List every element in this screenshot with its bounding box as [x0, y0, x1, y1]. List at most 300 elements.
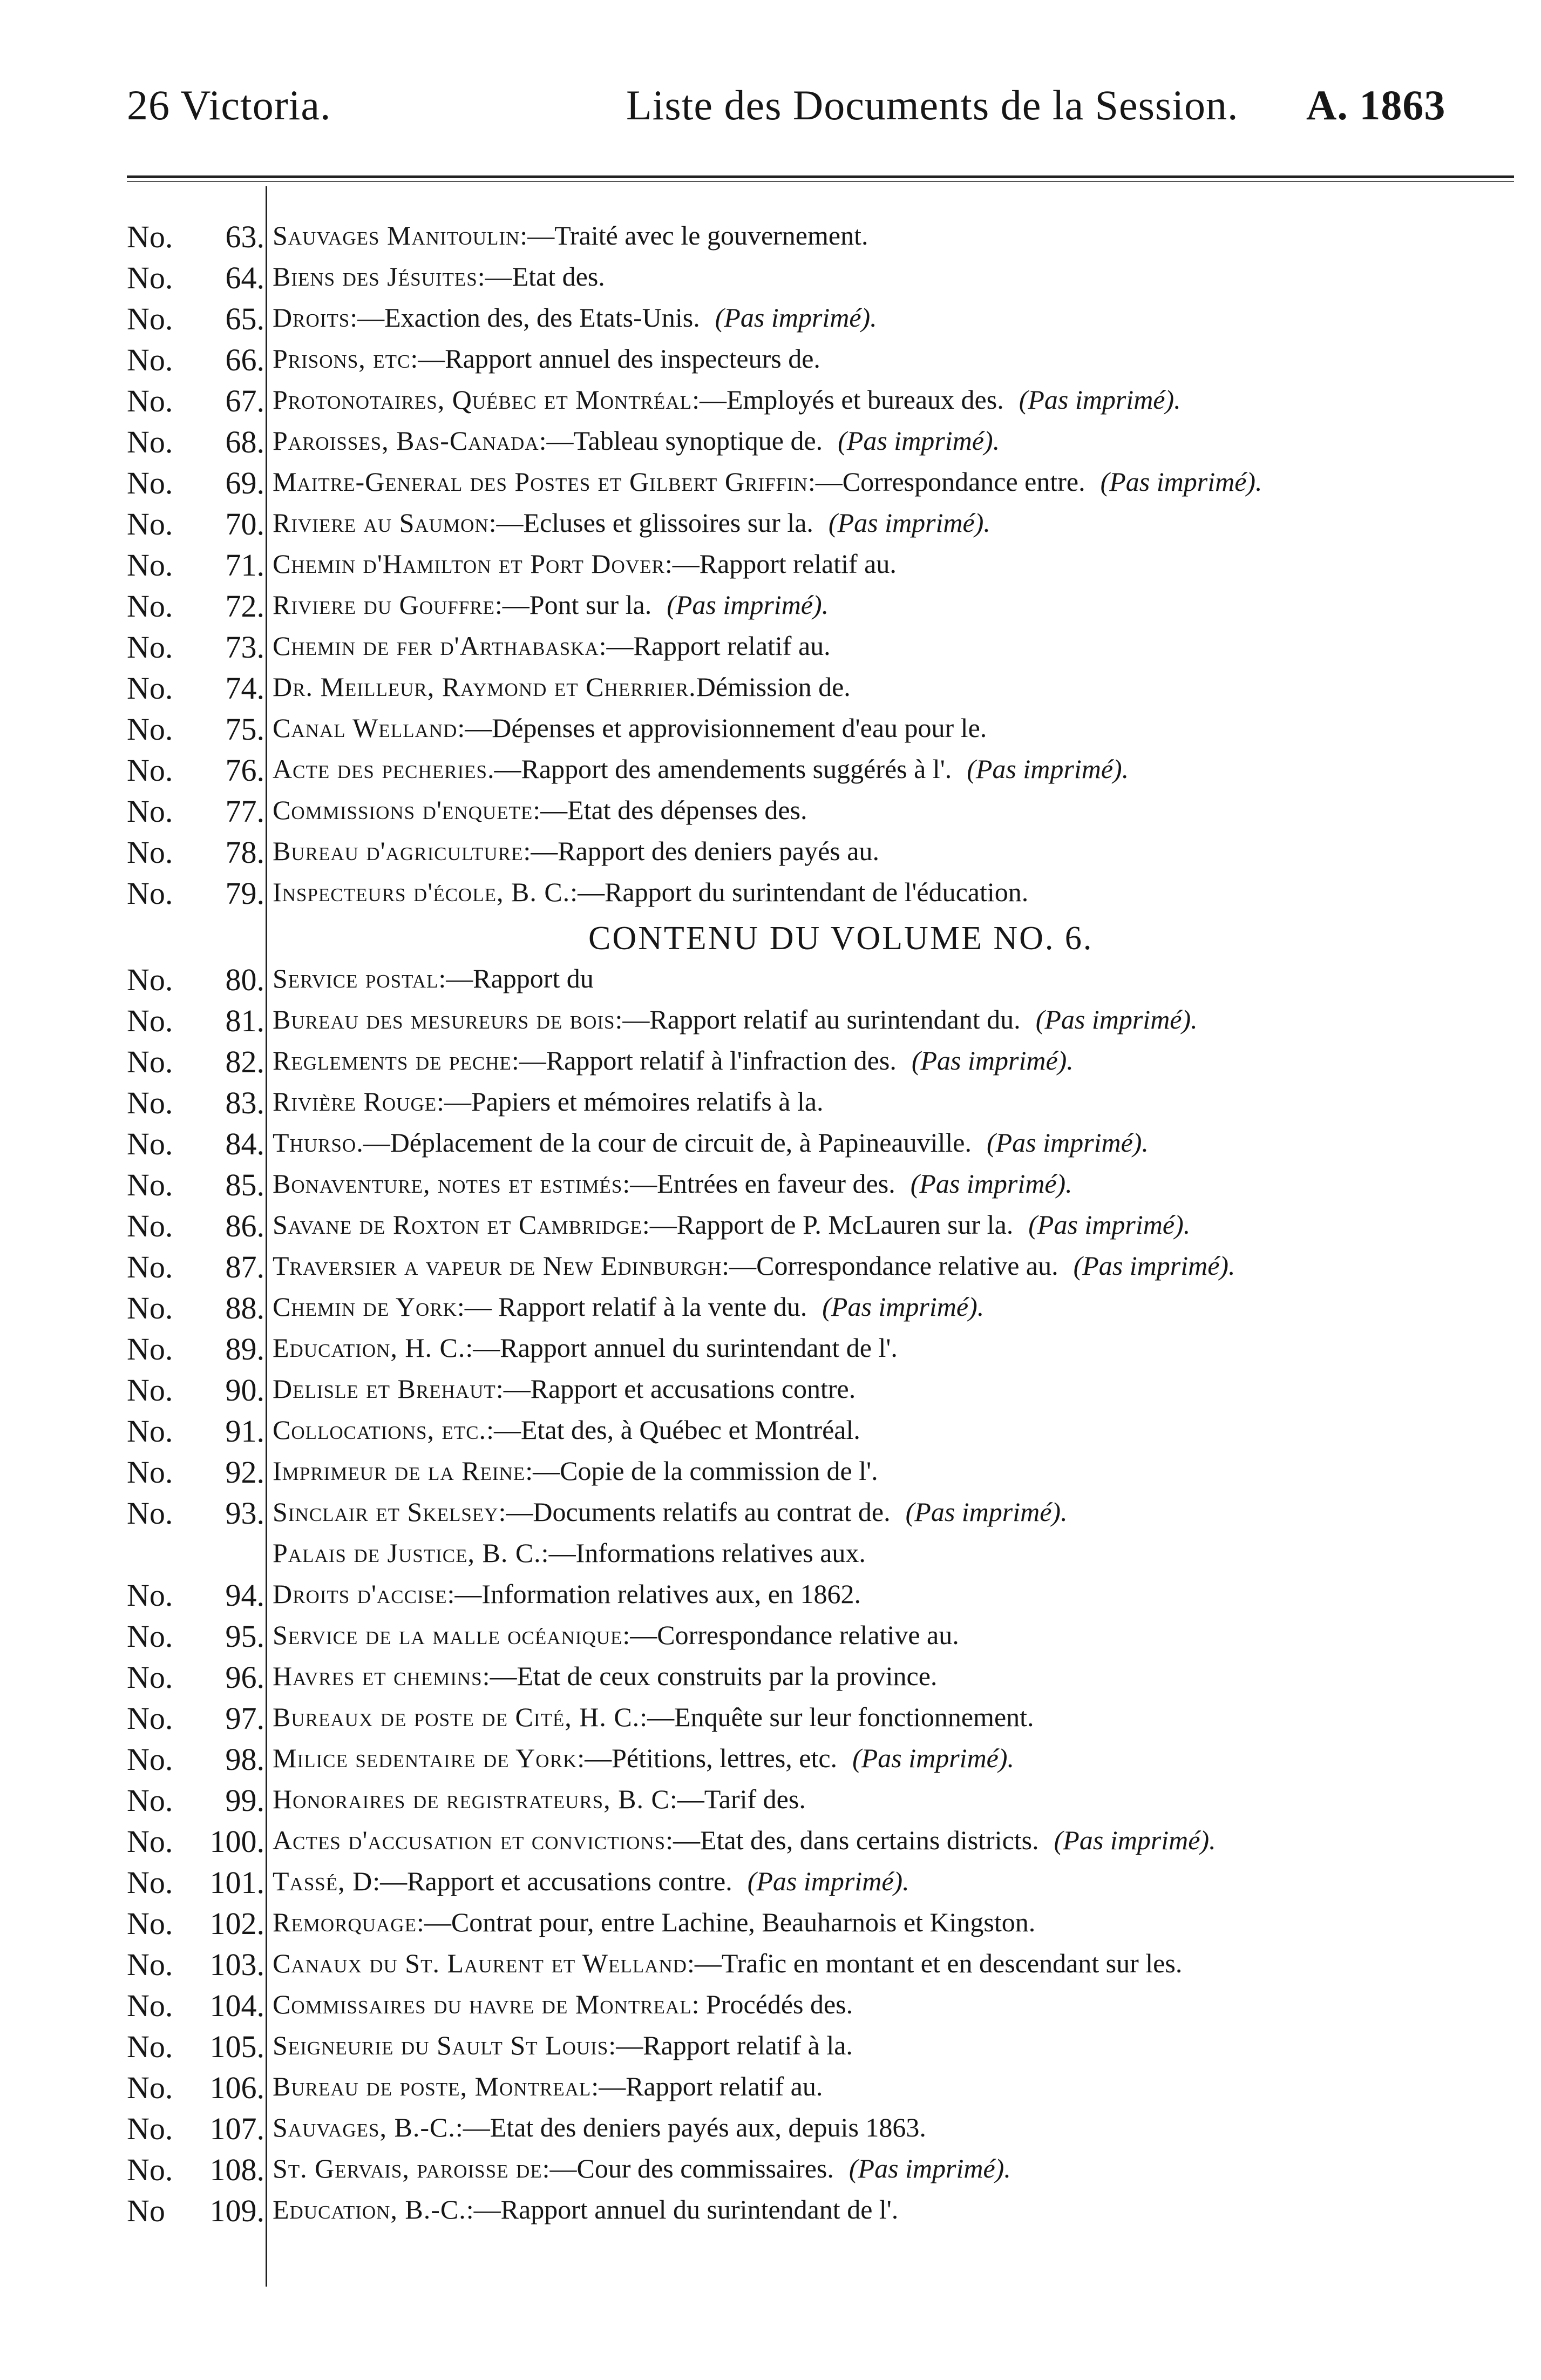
- entry-text: :—Rapport relatif au.: [664, 549, 897, 579]
- list-item: [0, 547, 1541, 588]
- list-item: [0, 1085, 1541, 1126]
- entry-subject: Sinclair et Skelsey: [273, 1497, 499, 1527]
- list-item: [0, 1905, 1541, 1946]
- entry-no-value: 67.: [225, 383, 264, 418]
- header-rule: [127, 175, 1514, 178]
- entry-text: .—Déplacement de la cour de circuit de, à Papineauville.: [356, 1127, 972, 1158]
- entry-text: :—Rapport relatif au.: [599, 631, 831, 661]
- list-item: [0, 1208, 1541, 1249]
- entry-text: :—Rapport annuel des inspecteurs de.: [410, 343, 820, 374]
- entry-no-value: 70.: [225, 506, 264, 542]
- list-item: [0, 219, 1541, 260]
- header-left: 26 Victoria.: [127, 82, 331, 129]
- header-right: A. 1863: [1306, 82, 1446, 129]
- entry-description: [273, 1865, 909, 1897]
- list-item: [0, 1782, 1541, 1823]
- entry-no-value: 93.: [225, 1496, 264, 1531]
- entry-description: [273, 220, 883, 251]
- entry-no-value: 69.: [225, 465, 264, 501]
- entry-text: :—Entrées en faveur des.: [622, 1168, 895, 1199]
- entry-description: [273, 1824, 1216, 1856]
- entry-description: [273, 1906, 1050, 1938]
- entry-no-label: No.: [127, 219, 173, 254]
- entry-no-label: No.: [127, 1044, 173, 1079]
- entry-description: [273, 1948, 1197, 1979]
- entry-description: [273, 1414, 875, 1445]
- entry-subject: Prisons, etc: [273, 343, 411, 374]
- entry-no-value: 100.: [209, 1824, 264, 1859]
- entry-description: [273, 1660, 952, 1692]
- entry-subject: Palais de Justice, B. C.: [273, 1538, 541, 1568]
- entry-no-value: 84.: [225, 1126, 264, 1161]
- entry-text: :—Correspondance relative au.: [622, 1620, 959, 1650]
- entry-subject: Canaux du St. Laurent et Welland: [273, 1948, 687, 1978]
- entry-subject: Droits: [273, 302, 350, 333]
- entry-note: (Pas imprimé).: [747, 1866, 909, 1896]
- entry-text: :—Rapport annuel du surintendant de l'.: [465, 1333, 898, 1363]
- entry-subject: Chemin de York: [273, 1292, 457, 1322]
- list-item: [0, 2193, 1541, 2234]
- entry-no-value: 78.: [225, 835, 264, 870]
- entry-text: :—Informations relatives aux.: [541, 1538, 866, 1568]
- entry-no-label: No.: [127, 1414, 173, 1449]
- list-item: [0, 711, 1541, 752]
- entry-text: : Procédés des.: [691, 1989, 853, 2019]
- entry-no-label: No.: [127, 1003, 173, 1038]
- entry-no-label: No.: [127, 1988, 173, 2023]
- list-item: [0, 670, 1541, 711]
- entries-group-a: [0, 219, 1541, 916]
- entry-no-label: No.: [127, 2152, 173, 2187]
- entry-subject: Thurso: [273, 1127, 357, 1158]
- entry-description: [273, 1004, 1198, 1035]
- entry-no-value: 105.: [209, 2029, 264, 2064]
- entry-no-label: No.: [127, 424, 173, 459]
- list-item: [0, 2070, 1541, 2111]
- entry-description: [273, 1332, 913, 1363]
- entry-subject: Reglements de peche: [273, 1045, 512, 1076]
- entry-no-value: 104.: [209, 1988, 264, 2023]
- entry-no-value: 64.: [225, 260, 264, 295]
- document-list: [0, 219, 1541, 2234]
- entry-subject: Riviere au Saumon: [273, 508, 489, 538]
- list-item: [0, 1044, 1541, 1085]
- list-item: [0, 1618, 1541, 1659]
- list-item: [0, 2111, 1541, 2152]
- entry-text: :—Rapport annuel du surintendant de l'.: [466, 2194, 899, 2225]
- entry-subject: Honoraires de registrateurs, B. C: [273, 1784, 670, 1814]
- entries-group-b: [0, 962, 1541, 2234]
- entry-subject: Bonaventure, notes et estimés: [273, 1168, 623, 1199]
- entry-text: :—Traité avec le gouvernement.: [520, 220, 868, 251]
- list-item: [0, 834, 1541, 875]
- entry-description: [273, 712, 1002, 743]
- entry-no-value: 82.: [225, 1044, 264, 1079]
- list-item: [0, 1536, 1541, 1577]
- list-item: [0, 342, 1541, 383]
- entry-no-label: No.: [127, 962, 173, 997]
- list-item: [0, 2029, 1541, 2070]
- entry-no-value: 94.: [225, 1578, 264, 1613]
- entry-no-label: No.: [127, 671, 173, 706]
- entry-no-label: No.: [127, 1126, 173, 1161]
- entry-subject: Riviere du Gouffre: [273, 590, 495, 620]
- entry-no-label: No.: [127, 2070, 173, 2105]
- entry-no-value: 103.: [209, 1947, 264, 1982]
- list-item: [0, 383, 1541, 424]
- list-item: [0, 1003, 1541, 1044]
- entry-subject: Rivière Rouge: [273, 1086, 437, 1117]
- entry-no-label: No.: [127, 465, 173, 501]
- entry-description: [273, 1086, 839, 1117]
- entry-no-value: 86.: [225, 1208, 264, 1243]
- entry-note: (Pas imprimé).: [910, 1168, 1072, 1199]
- entry-description: [273, 1455, 893, 1486]
- entry-subject: Remorquage: [273, 1907, 417, 1937]
- entry-note: (Pas imprimé).: [715, 302, 877, 333]
- entry-description: [273, 589, 829, 620]
- entry-text: :—Ecluses et glissoires sur la.: [488, 508, 813, 538]
- entry-no-label: No.: [127, 1496, 173, 1531]
- entry-no-value: 99.: [225, 1783, 264, 1818]
- entry-no-value: 81.: [225, 1003, 264, 1038]
- entry-no-label: No.: [127, 1249, 173, 1284]
- list-item: [0, 1659, 1541, 1700]
- entry-no-value: 71.: [225, 547, 264, 583]
- entry-text: :—Pont sur la.: [494, 590, 652, 620]
- entry-text: :—Employés et bureaux des.: [692, 384, 1004, 415]
- entry-no-value: 73.: [225, 630, 264, 665]
- entry-subject: Education, H. C.: [273, 1333, 466, 1363]
- entry-text: .—Rapport des amendements suggérés à l'.: [487, 754, 952, 784]
- entry-no-label: No.: [127, 589, 173, 624]
- entry-note: (Pas imprimé).: [848, 2153, 1011, 2183]
- entry-no-label: No.: [127, 1372, 173, 1408]
- entry-no-value: 97.: [225, 1701, 264, 1736]
- entry-no-value: 80.: [225, 962, 264, 997]
- entry-subject: Bureau d'agriculture: [273, 836, 524, 866]
- entry-text: :—Etat des deniers payés aux, depuis 1863.: [455, 2112, 926, 2142]
- entry-note: (Pas imprimé).: [1035, 1004, 1198, 1035]
- entry-note: (Pas imprimé).: [822, 1292, 985, 1322]
- entry-no-label: No.: [127, 876, 173, 911]
- list-item: [0, 301, 1541, 342]
- entry-text: :—Etat des, à Québec et Montréal.: [486, 1415, 860, 1445]
- entry-text: :—Correspondance relative au.: [722, 1250, 1058, 1281]
- entry-text: :—Rapport du: [438, 963, 594, 993]
- entry-description: [273, 2112, 941, 2143]
- entry-description: [273, 671, 866, 702]
- entry-text: :—Pétitions, lettres, etc.: [577, 1743, 838, 1773]
- list-item: [0, 1167, 1541, 1208]
- entry-description: [273, 507, 990, 538]
- entry-no-label: No.: [127, 794, 173, 829]
- entry-text: :—Tableau synoptique de.: [539, 425, 823, 456]
- entry-no-value: 91.: [225, 1414, 264, 1449]
- entry-no-label: No.: [127, 712, 173, 747]
- entry-no-label: No.: [127, 1824, 173, 1859]
- entry-note: (Pas imprimé).: [828, 508, 990, 538]
- entry-description: [273, 1127, 1149, 1158]
- entry-note: (Pas imprimé).: [1019, 384, 1181, 415]
- entry-description: [273, 963, 609, 994]
- entry-no-value: 87.: [225, 1249, 264, 1284]
- entry-text: :—Etat de ceux construits par la province.: [482, 1661, 938, 1691]
- entry-no-value: 106.: [209, 2070, 264, 2105]
- list-item: [0, 1577, 1541, 1618]
- entry-description: [273, 1537, 881, 1568]
- entry-no-value: 72.: [225, 589, 264, 624]
- section-heading: CONTENU DU VOLUME NO. 6.: [588, 920, 1094, 957]
- entry-no-value: 77.: [225, 794, 264, 829]
- entry-no-value: 92.: [225, 1455, 264, 1490]
- list-item: [0, 506, 1541, 547]
- entry-subject: Sauvages Manitoulin: [273, 220, 520, 251]
- entry-no-label: No.: [127, 1085, 173, 1120]
- list-item: [0, 1372, 1541, 1413]
- entry-subject: Canal Welland: [273, 713, 458, 743]
- entry-no-label: No.: [127, 506, 173, 542]
- entry-no-value: 96.: [225, 1660, 264, 1695]
- entry-no-value: 79.: [225, 876, 264, 911]
- entry-no-value: 65.: [225, 301, 264, 336]
- entry-subject: Education, B.-C.: [273, 2194, 466, 2225]
- entry-description: [273, 794, 822, 826]
- entry-text: :—Rapport des deniers payés au.: [523, 836, 879, 866]
- entry-text: :—Correspondance entre.: [807, 466, 1085, 497]
- list-item: [0, 1495, 1541, 1536]
- entry-no-label: No.: [127, 1660, 173, 1695]
- entry-subject: Maitre-General des Postes et Gilbert Griffin: [273, 466, 808, 497]
- header-rule-thin: [127, 181, 1514, 182]
- entry-text: :—Etat des, dans certains districts.: [666, 1825, 1039, 1855]
- entry-note: (Pas imprimé).: [1054, 1825, 1216, 1855]
- entry-text: :—Rapport relatif à la.: [608, 2030, 853, 2060]
- entry-note: (Pas imprimé).: [905, 1497, 1068, 1527]
- entry-description: [273, 548, 912, 579]
- list-item: [0, 875, 1541, 916]
- section-heading-row: [0, 916, 1541, 962]
- entry-no-label: No.: [127, 383, 173, 418]
- entry-text: :—Information relatives aux, en 1862.: [447, 1579, 861, 1609]
- list-item: [0, 1864, 1541, 1905]
- entry-description: [273, 1619, 974, 1651]
- entry-description: [273, 2030, 868, 2061]
- entry-note: (Pas imprimé).: [1028, 1209, 1191, 1240]
- entry-subject: Acte des pecheries: [273, 754, 488, 784]
- entry-subject: Imprimeur de la Reine: [273, 1456, 526, 1486]
- entry-description: [273, 466, 1262, 497]
- entry-description: [273, 1168, 1072, 1199]
- entry-text: :—Dépenses et approvisionnement d'eau pour le.: [457, 713, 987, 743]
- list-item: [0, 793, 1541, 834]
- entry-no-label: No.: [127, 1865, 173, 1900]
- entry-subject: Service de la malle océanique: [273, 1620, 623, 1650]
- list-item: [0, 1987, 1541, 2029]
- list-item: [0, 1413, 1541, 1454]
- entry-description: [273, 2071, 838, 2102]
- entry-no-value: 68.: [225, 424, 264, 459]
- entry-text: :—Etat des.: [477, 261, 605, 292]
- page-header: [0, 81, 1541, 146]
- entry-no-value: 98.: [225, 1742, 264, 1777]
- entry-description: [273, 1291, 984, 1322]
- entry-subject: Commissaires du havre de Montreal: [273, 1989, 692, 2019]
- list-item: [0, 1700, 1541, 1741]
- entry-subject: Bureau de poste, Montreal: [273, 2071, 592, 2101]
- entry-subject: Seigneurie du Sault St Louis: [273, 2030, 609, 2060]
- entry-no-value: 95.: [225, 1619, 264, 1654]
- entry-text: :—Rapport relatif à l'infraction des.: [511, 1045, 897, 1076]
- entry-no-label: No.: [127, 260, 173, 295]
- entry-note: (Pas imprimé).: [967, 754, 1129, 784]
- entry-text: :—Papiers et mémoires relatifs à la.: [437, 1086, 824, 1117]
- entry-no-value: 66.: [225, 342, 264, 377]
- entry-subject: Milice sedentaire de York: [273, 1743, 578, 1773]
- list-item: [0, 1454, 1541, 1495]
- entry-subject: Chemin de fer d'Arthabaska: [273, 631, 599, 661]
- entry-no-label: No.: [127, 1290, 173, 1326]
- entry-no-value: 108.: [209, 2152, 264, 2187]
- entry-no-label: No.: [127, 1947, 173, 1982]
- entry-note: (Pas imprimé).: [1100, 466, 1262, 497]
- entry-no-label: No.: [127, 1578, 173, 1613]
- entry-note: (Pas imprimé).: [838, 425, 1000, 456]
- list-item: [0, 1946, 1541, 1987]
- entry-subject: Bureaux de poste de Cité, H. C.: [273, 1702, 640, 1732]
- list-item: [0, 962, 1541, 1003]
- entry-text: Démission de.: [696, 672, 851, 702]
- entry-no-value: 83.: [225, 1085, 264, 1120]
- entry-no-value: 76.: [225, 753, 264, 788]
- entry-no-label: No.: [127, 1331, 173, 1367]
- entry-no-value: 74.: [225, 671, 264, 706]
- entry-note: (Pas imprimé).: [852, 1743, 1015, 1773]
- entry-description: [273, 2194, 913, 2225]
- entry-subject: Commissions d'enquete: [273, 795, 533, 825]
- entry-description: [273, 1578, 876, 1610]
- entry-subject: Dr. Meilleur, Raymond et Cherrier.: [273, 672, 696, 702]
- entry-description: [273, 1209, 1190, 1240]
- entry-subject: Delisle et Brehaut: [273, 1374, 496, 1404]
- entry-description: [273, 425, 1000, 456]
- entry-text: :—Enquête sur leur fonctionnement.: [640, 1702, 1034, 1732]
- entry-subject: Chemin d'Hamilton et Port Dover: [273, 549, 665, 579]
- entry-no-label: No: [127, 2193, 165, 2228]
- entry-no-label: No.: [127, 835, 173, 870]
- entry-no-label: No.: [127, 1208, 173, 1243]
- entry-description: [273, 1373, 871, 1404]
- entry-no-label: No.: [127, 1619, 173, 1654]
- entry-description: [273, 384, 1181, 415]
- entry-subject: St. Gervais, paroisse de: [273, 2153, 542, 2183]
- entry-subject: Service postal: [273, 963, 439, 993]
- entry-no-label: No.: [127, 1906, 173, 1941]
- entry-text: :—Trafic en montant et en descendant sur les.: [687, 1948, 1183, 1978]
- entry-note: (Pas imprimé).: [986, 1127, 1149, 1158]
- entry-no-label: No.: [127, 342, 173, 377]
- header-title: Liste des Documents de la Session.: [626, 82, 1239, 129]
- entry-subject: Traversier a vapeur de New Edinburgh: [273, 1250, 722, 1281]
- list-item: [0, 465, 1541, 506]
- entry-subject: Inspecteurs d'école, B. C.: [273, 877, 571, 907]
- entry-text: :—Rapport relatif au surintendant du.: [615, 1004, 1021, 1035]
- entry-no-value: 89.: [225, 1331, 264, 1367]
- entry-no-value: 101.: [209, 1865, 264, 1900]
- entry-description: [273, 835, 894, 867]
- entry-description: [273, 2153, 1011, 2184]
- entry-text: :—Rapport du surintendant de l'éducation.: [570, 877, 1029, 907]
- entry-description: [273, 302, 877, 333]
- entry-subject: Havres et chemins: [273, 1661, 483, 1691]
- entry-text: :—Exaction des, des Etats-Unis.: [350, 302, 700, 333]
- entry-no-label: No.: [127, 1455, 173, 1490]
- list-item: [0, 629, 1541, 670]
- entry-description: [273, 1250, 1235, 1281]
- list-item: [0, 1741, 1541, 1782]
- entry-no-label: No.: [127, 1167, 173, 1202]
- list-item: [0, 1331, 1541, 1372]
- entry-description: [273, 1783, 821, 1815]
- entry-text: :—Rapport et accusations contre.: [372, 1866, 732, 1896]
- entry-subject: Savane de Roxton et Cambridge: [273, 1209, 642, 1240]
- entry-subject: Protonotaires, Québec et Montréal: [273, 384, 693, 415]
- entry-description: [273, 343, 836, 374]
- entry-note: (Pas imprimé).: [911, 1045, 1074, 1076]
- entry-no-label: No.: [127, 547, 173, 583]
- entry-no-label: No.: [127, 753, 173, 788]
- entry-text: :—Etat des dépenses des.: [533, 795, 807, 825]
- entry-text: :—Contrat pour, entre Lachine, Beauharnois et Kingston.: [416, 1907, 1036, 1937]
- list-item: [0, 1290, 1541, 1331]
- list-item: [0, 752, 1541, 793]
- entry-text: :—Rapport relatif au.: [591, 2071, 823, 2101]
- entry-no-value: 85.: [225, 1167, 264, 1202]
- entry-note: (Pas imprimé).: [667, 590, 829, 620]
- entry-note: (Pas imprimé).: [1073, 1250, 1235, 1281]
- entry-subject: Paroisses, Bas-Canada: [273, 425, 539, 456]
- entry-no-value: 109.: [209, 2193, 264, 2228]
- entry-no-label: No.: [127, 630, 173, 665]
- entry-description: [273, 1742, 1014, 1774]
- entry-subject: Collocations, etc.: [273, 1415, 487, 1445]
- entry-description: [273, 753, 1129, 785]
- entry-description: [273, 1701, 1049, 1733]
- entry-no-value: 75.: [225, 712, 264, 747]
- entry-text: :— Rapport relatif à la vente du.: [457, 1292, 807, 1322]
- entry-no-label: No.: [127, 2029, 173, 2064]
- entry-no-value: 63.: [225, 219, 264, 254]
- list-item: [0, 588, 1541, 629]
- entry-text: :—Rapport et accusations contre.: [495, 1374, 856, 1404]
- entry-no-value: 90.: [225, 1372, 264, 1408]
- entry-text: :—Copie de la commission de l'.: [525, 1456, 878, 1486]
- entry-description: [273, 876, 1043, 908]
- entry-no-label: No.: [127, 1783, 173, 1818]
- entry-description: [273, 630, 846, 661]
- entry-no-value: 107.: [209, 2111, 264, 2146]
- entry-no-value: 102.: [209, 1906, 264, 1941]
- entry-no-label: No.: [127, 2111, 173, 2146]
- list-item: [0, 1249, 1541, 1290]
- entry-text: :—Documents relatifs au contrat de.: [498, 1497, 891, 1527]
- entry-description: [273, 1496, 1068, 1527]
- entry-subject: Droits d'accise: [273, 1579, 447, 1609]
- list-item: [0, 1126, 1541, 1167]
- entry-text: :—Rapport de P. McLauren sur la.: [642, 1209, 1014, 1240]
- list-item: [0, 260, 1541, 301]
- entry-subject: Sauvages, B.-C.: [273, 2112, 456, 2142]
